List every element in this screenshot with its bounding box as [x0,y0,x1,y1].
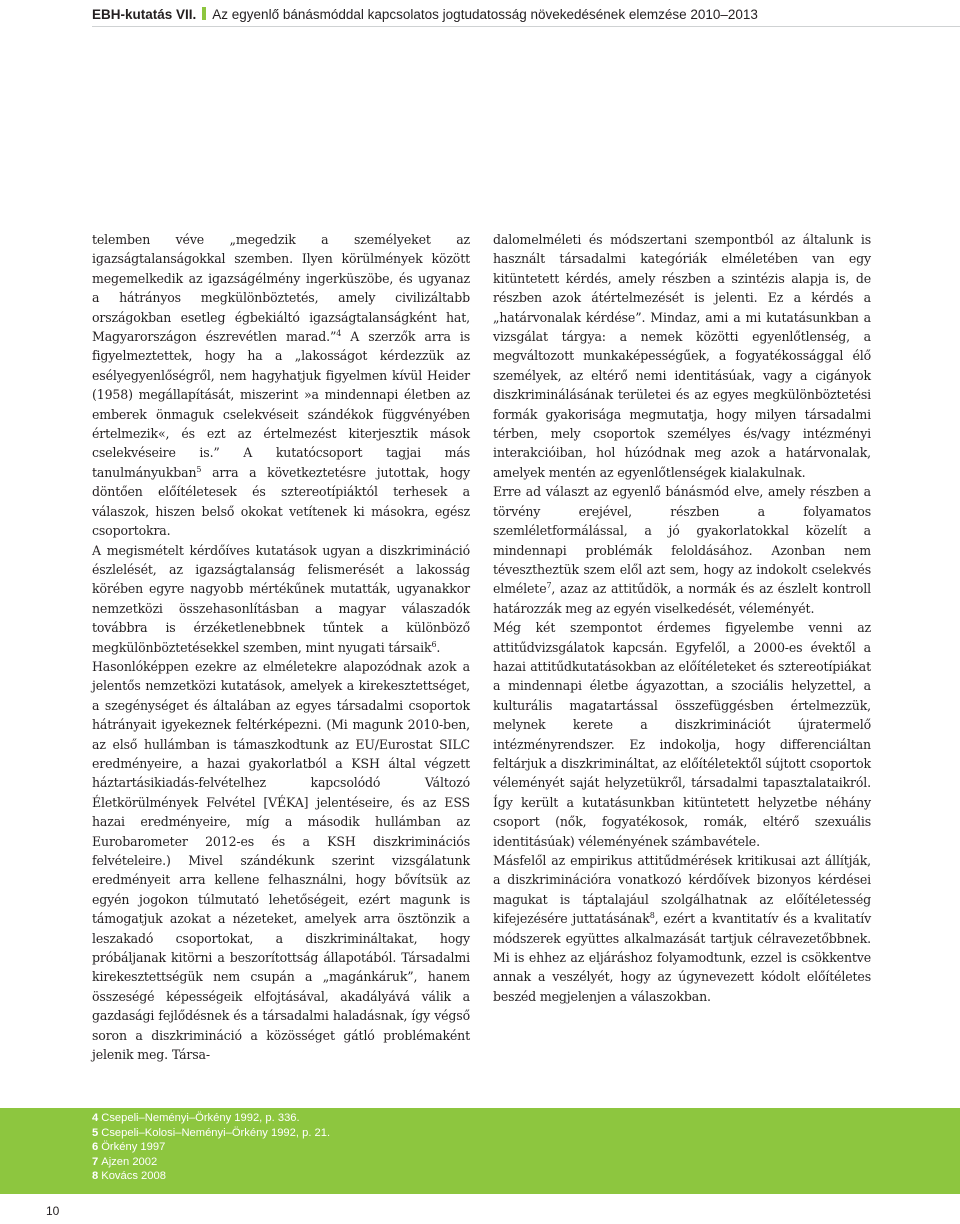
document-title: Az egyenlő bánásmóddal kapcsolatos jogtudatosság növekedésének elemzése 2010–2013 [212,7,758,22]
series-title: EBH-kutatás VII. [92,7,197,22]
footnote-ref[interactable]: 6 [431,639,437,649]
footnote [92,1155,960,1170]
page-number: 10 [46,1204,60,1218]
left-column [92,230,470,1064]
paragraph [92,657,470,1065]
footnote-number: 8 [92,1170,99,1183]
right-column [493,230,871,1006]
paragraph-text: Hasonlóképpen ezekre az elméletekre alapozódnak azok a jelentős nemzetközi kutatások, amelyek a kirekesztettséget, a szegénységet és általában az egyes társadalmi csoportok hátrányait igyekeznek feltérképezni. (Mi magunk 2010-ben, az első hullámban is támaszkodtunk az EU/Eurostat SILC eredményeire, a hazai gyakorlatból a KSH által végzett háztartásikiadás-felvételhez kapcsolódó Változó Életkörülmények Felvétel [VÉKA] jelentéseire, és az ESS hazai eredményeire, míg a második hullámban az Eurobarometer 2012-es és a KSH diszkriminációs felvételeire.) Mivel szándékunk szerint vizsgálatunk eredményeit arra kellene felhasználni, hogy bővítsük az egyén jogokon túlmutató lehetőségeit, ezért magunk is támogatjuk azokat a nézeteket, amelyek arra ösztönzik a leszakadó csoportokat, a diszkrimináltakat, hogy próbáljanak kitörni a beszorítottság állapotából. Társadalmi kirekesztettségük nem csupán a „magánkáruk”, hanem összeségé képességeik elfojtásával, akadályává válik a gazdasági fejlődésnek és a társadalmi haladásnak, így végső soron a diszkrimináció a közösséget gátló problémaként jelenik meg. Társa- [92,658,470,1063]
paragraph-text: , ezért a kvantitatív és a kvalitatív módszerek együttes alkalmazását tartjuk célravezetőbbnek. Mi is ehhez az eljáráshoz folyamodtunk, ezzel is csökkentve annak a veszélyét, hogy az úgynevezett kódolt előítéletes beszéd megjelenjen a válaszokban. [493,911,872,1004]
header-rule [92,26,960,27]
footnote-ref[interactable]: 5 [196,464,202,474]
footnote-text: Kovács 2008 [101,1170,166,1183]
paragraph-text: A megismételt kérdőíves kutatások ugyan a diszkrimináció észlelését, az igazságtalanság felismerését a lakosság körében egyre nagyobb mértékűnek mutatták, ugyanakkor nemzetközi összehasonlításban a magyar válaszadók továbbra is érzéketlenebbnek tűntek a különböző megkülönböztetésekkel szemben, mint nyugati társaik [92,542,470,655]
footnote-number: 6 [92,1141,99,1154]
paragraph-text: Még két szempontot érdemes figyelembe venni az attitűdvizsgálatok kapcsán. Egyfelől, a 2000-es évektől a hazai attitűdkutatásokban az előítéleteket és sztereotípiákat a mindennapi életbe ágyazottan, a szociális helyzettel, a kulturális magatartással összefüggésben értelmezzük, melynek kerete a diszkriminációt újratermelő intézményrendszer. Ez indokolja, hogy differenciáltan feltárjuk a diszkrimináltat, az előítéletektől sújtott csoportok véleményét saját helyzetükről, társadalmi tapasztalataikról. Így került a kutatásunkban kitüntetett helyzetbe néhány csoport (nők, fogyatékosok, romák, eltérő szexuális identitásúak) véleményének számbavétele. [493,620,871,849]
footnote-text: Csepeli–Kolosi–Neményi–Örkény 1992, p. 21. [101,1126,331,1139]
paragraph [493,482,871,618]
footnote-ref[interactable]: 8 [649,911,655,921]
paragraph-text: arra a következtetésre jutottak, hogy döntően előítéletesek és sztereotípiáktól terhesek a válaszok, hiszen belső okokat vetítenek ki másokra, egész csoportokra. [92,464,470,539]
footnote-number: 4 [92,1112,99,1124]
paragraph-text: telemben véve „megedzik a személyeket az igazságtalanságokkal szemben. Ilyen körülmények között megemelkedik az igazságélmény ingerküszöbe, és ugyanaz a hátrányos megkülönböztetés, amely civilizáltabb országokban esetleg égbekiáltó igazságtalanságként hat, Magyarországon észrevétlen marad.” [92,232,470,345]
footnotes-band [0,1108,960,1194]
paragraph-text: . [436,639,441,655]
paragraph-text: Másfelől az empirikus attitűdmérések kritikusai azt állítják, a diszkriminációra vonatkozó kérdőívek bizonyos kérdései magukat is táptalajául szolgálhatnak az előítéletesség kifejezésére juttatásának [493,853,871,927]
paragraph [493,230,871,482]
paragraph [493,851,871,1006]
footnote [92,1140,960,1155]
footnote-text: Örkény 1997 [101,1141,166,1154]
paragraph [493,618,871,851]
paragraph-text: Erre ad választ az egyenlő bánásmód elve, amely részben a törvény erejével, részben a folyamatos szemléletformálással, a jó gyakorlatokkal közelít a mindennapi problémák feloldásához. Azonban nem tévesztheztük szem elől azt sem, hogy az indokolt cselekvés elmélete [493,484,871,597]
paragraph-text: , azaz az attitűdök, a normák és az észlelt kontroll határozzák meg az egyén viselkedését, véleményét. [493,581,871,616]
footnote-number: 5 [92,1126,99,1139]
footnote-text: Ajzen 2002 [101,1155,158,1168]
footnote-number: 7 [92,1155,99,1168]
paragraph [92,541,470,657]
paragraph-text: dalomelméleti és módszertani szempontból az általunk is használt társadalmi kategóriák elméletében van egy kitüntetett kérdés, amely részben a szintézis alapja is, de részben azok átértelmezését is jelenti. Ez a kérdés a „határvonalak kérdése”. Mindaz, ami a mi kutatásunkban a vizsgálat tárgya: a nemek közötti egyenlőtlenség, a megváltozott munkaképességűek, a fogyatékossággal élő személyek, az eltérő nemi identitásúak, vagy a cigányok diszkriminálásának területei és az egyes megkülönböztetési formák gyakorisága megmutatja, hogy milyen társadalmi térben, mely csoportok személyes és/vagy intézményi interakcióiban, hol húzódnak meg azok a határvonalak, amelyek mentén az egyenlőtlenségek kialakulnak. [493,232,871,480]
header-accent-bar [202,7,206,20]
running-header [92,4,758,26]
paragraph-text: A szerzők arra is figyelmeztettek, hogy ha a „lakosságot kérdezzük az esélyegyenlőségről, nem hagyhatjuk figyelmen kívül Heider (1958) megállapítását, miszerint »a mindennapi életben az emberek önmaguk cselekvéseit szándékok függvényében értelmezik«, és ezt az értelmezést kiterjesztik mások cselekvéseire is.” A kutatócsoport tagjai más tanulmányukban [92,329,470,480]
footnote-ref[interactable]: 7 [546,581,552,591]
footnote-text: Csepeli–Neményi–Örkény 1992, p. 336. [101,1112,300,1124]
footnote [92,1126,960,1141]
footnote [92,1111,960,1126]
footnote [92,1169,960,1184]
footnote-ref[interactable]: 4 [336,328,342,338]
paragraph [92,230,470,541]
